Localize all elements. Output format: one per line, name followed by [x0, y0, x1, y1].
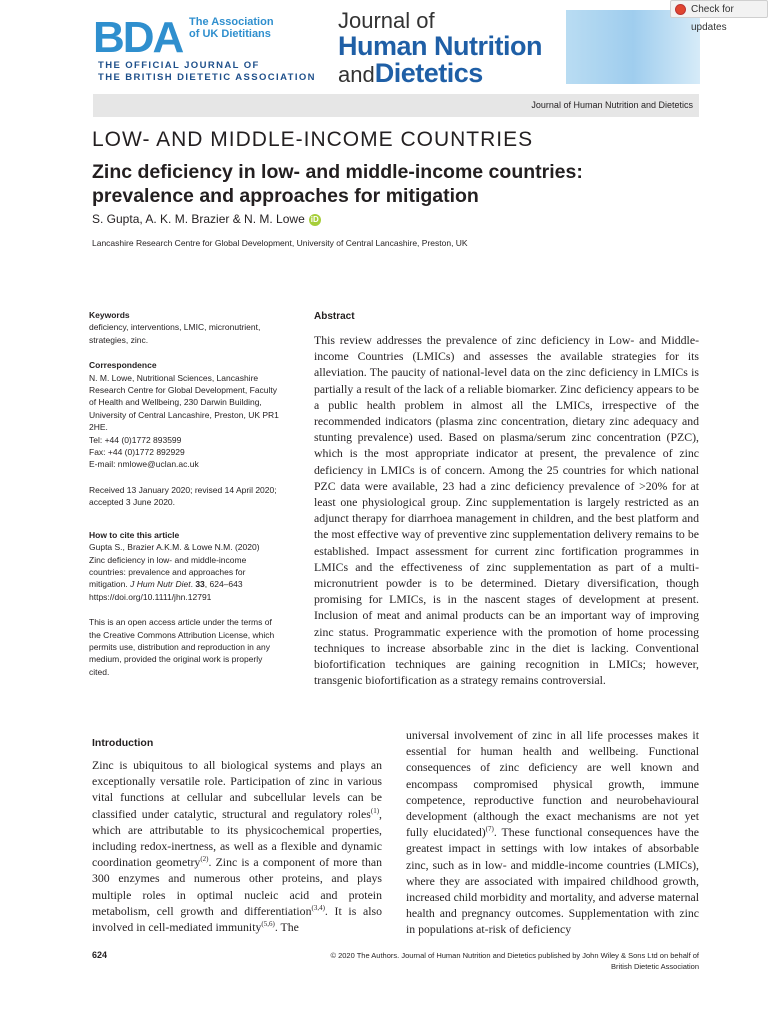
corr-line: University of Central Lancashire, Preston, UK PR1 [89, 409, 279, 420]
authors-text: S. Gupta, A. K. M. Brazier & N. M. Lowe [92, 212, 305, 226]
license-line: the Creative Commons Attribution License, which [89, 629, 275, 640]
cite-heading: How to cite this article [89, 529, 180, 540]
article-info-sidebar [89, 309, 299, 691]
keywords-block [89, 309, 299, 346]
citation-ref[interactable]: (2) [200, 855, 209, 864]
title-line1: Zinc deficiency in low- and middle-income countries: [92, 161, 583, 183]
corr-phone: Tel: +44 (0)1772 893599 [89, 434, 182, 445]
journal-line1: Journal of [338, 8, 435, 33]
header-banner-art [566, 10, 700, 84]
body-column-left [92, 757, 382, 935]
introduction-heading: Introduction [92, 737, 154, 749]
cite-line: countries: prevalence and approaches for [89, 566, 246, 577]
cite-line: Zinc deficiency in low- and middle-income [89, 554, 247, 565]
article-title [92, 160, 712, 208]
body-text: . It is also involved in cell-mediated immunity [92, 903, 382, 935]
corr-line: 2HE. [89, 422, 108, 433]
affiliation: Lancashire Research Centre for Global Development, University of Central Lancashire, Preston, UK [92, 238, 468, 248]
section-label: LOW- AND MIDDLE-INCOME COUNTRIES [92, 128, 534, 151]
corr-line: N. M. Lowe, Nutritional Sciences, Lancashire [89, 372, 259, 383]
license-block [89, 616, 299, 678]
bda-assoc-line2: of UK Dietitians [189, 28, 271, 40]
bda-association-text [189, 16, 274, 40]
license-line: permits use, distribution and reproduction in any [89, 641, 270, 652]
check-for-updates-button[interactable] [670, 0, 768, 33]
cite-text: mitigation. [89, 579, 131, 590]
journal-and: and [338, 62, 375, 87]
doi-link[interactable]: https://doi.org/10.1111/jhn.12791 [89, 591, 212, 602]
copyright-notice [290, 950, 699, 972]
cite-line [89, 578, 299, 590]
body-text: universal involvement of zinc in all life processes makes it essential for human health and wellbeing. Functional consequences of zinc deficiency are well known and encompass compromised physical growth, immune competence, reproductive function and neurobehavioural development (although the exact mechanisms are not yet fully elucidated) [406, 728, 699, 840]
journal-logo [338, 10, 542, 87]
received-block [89, 484, 299, 509]
official-journal-text [98, 60, 316, 84]
keywords-heading: Keywords [89, 310, 130, 320]
orcid-icon[interactable]: iD [310, 214, 319, 224]
license-line: This is an open access article under the terms of [89, 617, 272, 628]
author-list [92, 212, 321, 226]
citation-ref[interactable]: (3,4) [311, 903, 325, 912]
official-line1: THE OFFICIAL JOURNAL OF [98, 60, 260, 71]
citation-ref[interactable]: (5,6) [261, 920, 275, 929]
license-line: cited. [89, 666, 110, 677]
license-line: medium, provided the original work is properly [89, 654, 263, 665]
copyright-line1: © 2020 The Authors. Journal of Human Nutrition and Dietetics published by John Wiley & Sons Ltd on behalf of [330, 951, 699, 960]
correspondence-heading: Correspondence [89, 360, 157, 371]
received-line: Received 13 January 2020; revised 14 April 2020; [89, 484, 277, 495]
running-head: Journal of Human Nutrition and Dietetics [531, 100, 693, 110]
cite-text: . [190, 579, 196, 590]
abstract-heading: Abstract [314, 311, 355, 322]
crossmark-icon [675, 4, 686, 15]
body-text: , which are attributable to its physicochemical properties, including redox-inertness, as well as a flexible and dynamic coordination geometry [92, 806, 382, 870]
journal-line3: Dietetics [374, 58, 483, 88]
cite-pages: , 624–643 [204, 579, 243, 590]
received-line: accepted 3 June 2020. [89, 497, 176, 508]
cite-volume: 33 [195, 579, 205, 590]
cite-journal: J Hum Nutr Diet [130, 579, 191, 590]
citation-ref[interactable]: (7) [485, 825, 494, 834]
cite-line: Gupta S., Brazier A.K.M. & Lowe N.M. (2020) [89, 542, 260, 553]
body-text: . The [274, 920, 299, 935]
bda-assoc-line1: The Association [189, 16, 274, 28]
corr-fax: Fax: +44 (0)1772 892929 [89, 447, 185, 458]
bda-logo: BDA [93, 13, 183, 62]
copyright-line2: British Dietetic Association [611, 962, 699, 971]
body-text: Zinc is ubiquitous to all biological systems and plays an exceptionally versatile role. Participation of zinc in various vital functions at cellular and subcellular levels can be classified under catalytic, structural and regulatory roles [92, 758, 382, 821]
corr-line: of Health and Wellbeing, 230 Darwin Building, [89, 397, 262, 408]
body-text: . Zinc is a component of more than 300 enzymes and numerous other proteins, and plays multiple roles in optimal nucleic acid and protein metabolism, cell growth and differentiation [92, 855, 382, 918]
body-column-right [406, 727, 699, 938]
check-updates-label: Check for updates [691, 4, 734, 33]
body-text: . These functional consequences have the greatest impact in settings with low intakes of absorbable zinc, such as in low- and middle-income countries (LMICs), where they are associated with impaired childhood growth, increased child morbidity and mortality, and adverse maternal health and pregnancy outcomes. Supplementation with zinc in populations at-risk of deficiency [406, 825, 699, 937]
abstract-text: This review addresses the prevalence of zinc deficiency in Low- and Middle-income Countries (LMICs) and assesses the available strategies for its alleviation. The paucity of national-level data on the zinc deficiency in LMICs is partially a result of the lack of a reliable biomarker. Zinc deficiency appears to be a public health problem in almost all the LMICs, irrespective of the recommended indicators (plasma zinc concentration, dietary zinc adequacy and stunting prevalence) used. Based on plasma/serum zinc concentration (PZC), which is the most appropriate indicator at present, the prevalence of zinc deficiency in LMICs is of concern. Among the 25 countries for which national PZC data were available, 23 had a zinc deficiency prevalence of >20% for at least one physiological group. Zinc supplementation is largely restricted as an adjunct therapy for diarrhoea management in children, and the best platform and the most effective way of preventive zinc supplementation delivery remains to be established. Impact assessment for current zinc fortification programmes in LMICs and the effectiveness of zinc supplementation as part of a multi-micronutrient powder is to be determined. Dietary diversification, though promising for LMICs, is in the nascent stages of development at present. Inclusion of meat and animal products can be an important way of improving zinc status. Programmatic experience with the promotion of home processing techniques to increase absorbable zinc in the diet is lacking. Conventional biofortification techniques are gaining recognition in LMICs; however, transgenic biofortification as a strategy remains controversial. [314, 333, 699, 688]
journal-line2: Human Nutrition [338, 31, 542, 61]
keywords-text: deficiency, interventions, LMIC, micronutrient, strategies, zinc. [89, 322, 261, 345]
corr-line: Research Centre for Global Development, Faculty [89, 385, 278, 396]
running-head-bar [93, 94, 699, 117]
correspondence-block [89, 359, 299, 471]
corr-email-link[interactable]: E-mail: nmlowe@uclan.ac.uk [89, 459, 199, 470]
citation-block [89, 529, 299, 603]
citation-ref[interactable]: (1) [370, 806, 380, 815]
page-number: 624 [92, 950, 108, 960]
official-line2: THE BRITISH DIETETIC ASSOCIATION [98, 72, 316, 83]
title-line2: prevalence and approaches for mitigation [92, 185, 479, 207]
